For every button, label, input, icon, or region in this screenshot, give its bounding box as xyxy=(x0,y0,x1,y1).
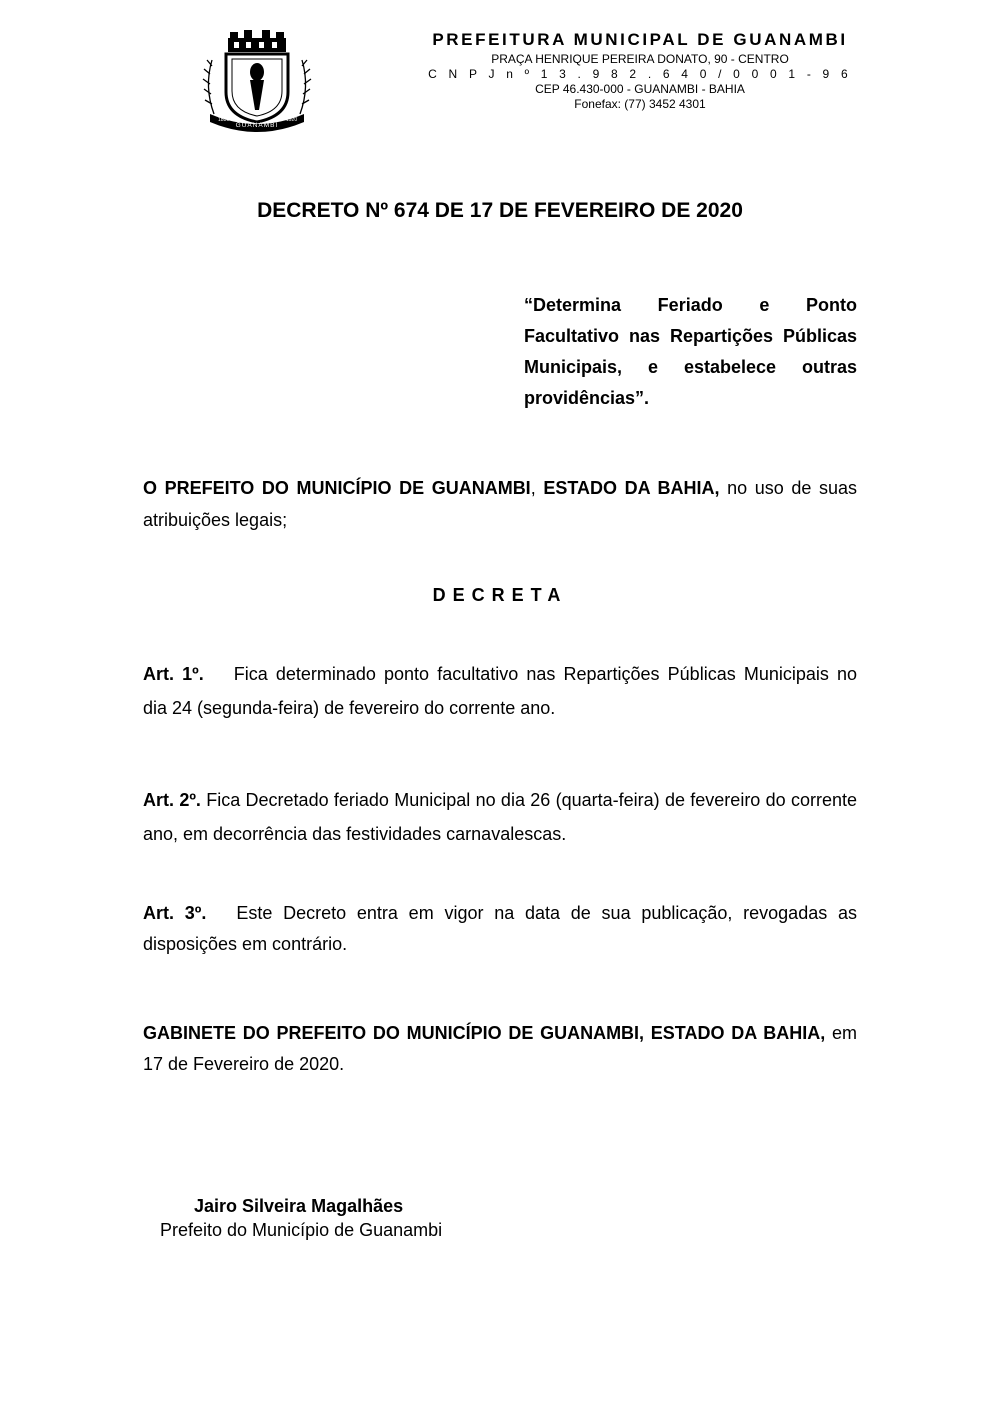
svg-text:1920: 1920 xyxy=(286,117,298,123)
municipality-name: PREFEITURA MUNICIPAL DE GUANAMBI xyxy=(432,30,848,49)
closing-bold: GABINETE DO PREFEITO DO MUNICÍPIO DE GUANAMBI, ESTADO DA BAHIA, xyxy=(143,1023,826,1043)
preamble-text: no uso de suas atribuições legais; xyxy=(143,478,858,530)
phone: Fonefax: (77) 3452 4301 xyxy=(574,97,706,111)
article-label: Art. 1º. xyxy=(143,664,204,684)
signatory-name: Jairo Silveira Magalhães xyxy=(194,1196,404,1216)
preamble-bold-b: ESTADO DA BAHIA, xyxy=(543,478,720,498)
article-3 xyxy=(143,898,857,960)
closing-statement xyxy=(143,1018,857,1080)
letterhead xyxy=(380,28,900,112)
decree-summary: “Determina Feriado e Ponto Facultativo nas Repartições Públicas Municipais, e estabelece outras providências”. xyxy=(524,295,857,408)
article-text: Este Decreto entra em vigor na data de sua publicação, revogadas as disposições em contrário. xyxy=(143,903,857,954)
preamble-sep: , xyxy=(530,478,544,498)
article-text: Fica determinado ponto facultativo nas Repartições Públicas Municipais no dia 24 (segunda-feira) de fevereiro do corrente ano. xyxy=(143,664,858,718)
cnpj: C N P J n º 1 3 . 9 8 2 . 6 4 0 / 0 0 0 1 - 9 6 xyxy=(428,67,852,81)
decreta-heading: DECRETA xyxy=(432,585,568,605)
address: PRAÇA HENRIQUE PEREIRA DONATO, 90 - CENTRO xyxy=(491,52,789,66)
article-label: Art. 2º. xyxy=(143,790,201,810)
preamble-bold-a: O PREFEITO DO MUNICÍPIO DE GUANAMBI xyxy=(143,478,531,498)
cep: CEP 46.430-000 - GUANAMBI - BAHIA xyxy=(535,82,745,96)
preamble xyxy=(143,472,857,536)
article-text: Fica Decretado feriado Municipal no dia 26 (quarta-feira) de fevereiro do corrente ano, em decorrência das festividades carnavalescas. xyxy=(143,790,857,844)
decree-title: DECRETO Nº 674 DE 17 DE FEVEREIRO DE 2020 xyxy=(257,199,743,222)
svg-text:GUANAMBI: GUANAMBI xyxy=(235,122,279,129)
municipal-crest-logo xyxy=(196,22,318,134)
closing-text: em 17 de Fevereiro de 2020. xyxy=(143,1023,857,1074)
article-2 xyxy=(143,783,857,851)
article-label: Art. 3º. xyxy=(143,903,207,923)
signatory-title: Prefeito do Município de Guanambi xyxy=(160,1220,443,1240)
svg-text:1880: 1880 xyxy=(218,117,230,123)
article-1 xyxy=(143,657,857,725)
